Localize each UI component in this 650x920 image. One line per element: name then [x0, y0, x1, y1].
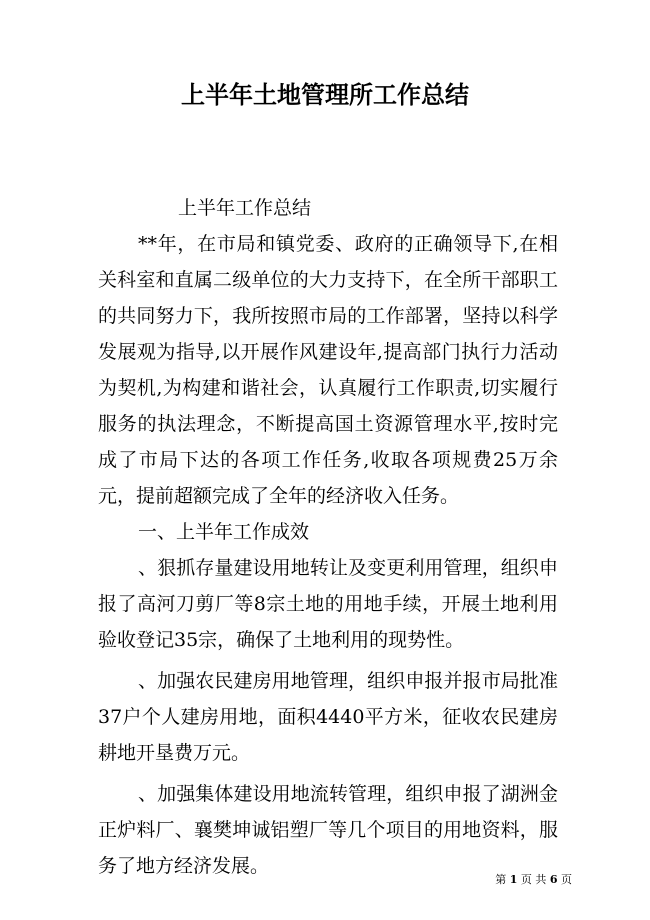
- footer-current-page: 1: [509, 873, 518, 886]
- paragraph-intro: **年，在市局和镇党委、政府的正确领导下,在相关科室和直属二级单位的大力支持下，在全所干部职工的共同努力下，我所按照市局的工作部署，坚持以科学发展观为指导,以开展作风建设年,提高部门执行力活动为契机,为构建和谐社会，认真履行工作职责,切实履行服务的执法理念，不断提高国土资源管理水平,按时完成了市局下达的各项工作任务,收取各项规费25万余元，提前超额完成了全年的经济收入任务。: [98, 233, 558, 507]
- footer-middle: 页 共: [520, 873, 547, 886]
- document-title: 上半年土地管理所工作总结: [181, 81, 469, 109]
- page-footer: [495, 873, 572, 887]
- section-heading: 一、上半年工作成效: [138, 521, 310, 543]
- document-subtitle: 上半年工作总结: [178, 197, 312, 219]
- paragraph-item-1: 、狠抓存量建设用地转让及变更利用管理，组织申报了高河刀剪厂等8宗土地的用地手续，开展土地利用验收登记35宗，确保了土地利用的现势性。: [98, 557, 558, 651]
- paragraph-item-3: 、加强集体建设用地流转管理，组织申报了湖洲金正炉料厂、襄樊坤诚铝塑厂等几个项目的用地资料，服务了地方经济发展。: [98, 783, 558, 877]
- document-body: [98, 190, 558, 884]
- footer-prefix: 第: [495, 873, 507, 886]
- footer-total-pages: 6: [549, 873, 558, 886]
- paragraph-item-2: 、加强农民建房用地管理，组织申报并报市局批准37户个人建房用地，面积4440平方米，征收农民建房耕地开垦费万元。: [98, 670, 558, 764]
- footer-suffix: 页: [561, 873, 572, 886]
